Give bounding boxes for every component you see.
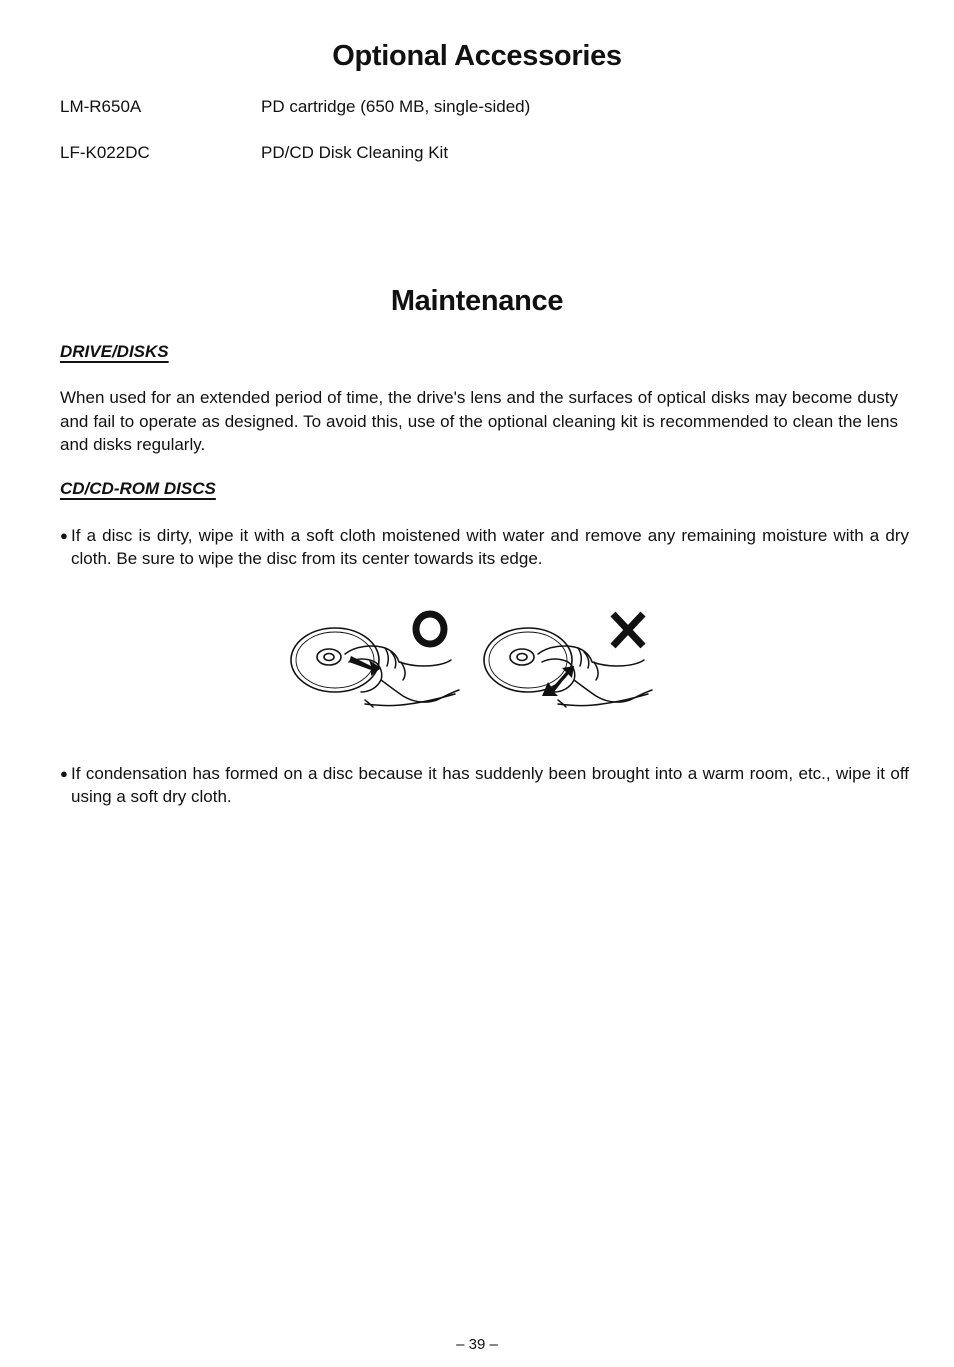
paragraph-drive-cleaning: When used for an extended period of time, the drive's lens and the surfaces of optical disks may become dusty and fail to operate as designed. To avoid this, use of the optional cleaning kit is recommended to clean the lens and disks regularly.: [60, 388, 898, 454]
wrong-wipe-figure: [484, 628, 652, 707]
section-title-accessories: Optional Accessories: [332, 40, 622, 72]
bullet-item: [60, 762, 909, 808]
hand-with-cloth-icon: [538, 646, 652, 707]
accessory-code: LF-K022DC: [60, 143, 150, 162]
bullet-dot-icon: ●: [60, 766, 68, 781]
bullet-dot-icon: ●: [60, 528, 68, 543]
disc-wiping-illustration: [285, 604, 665, 719]
page-number: – 39 –: [456, 1336, 498, 1353]
section-title-maintenance: Maintenance: [390, 285, 564, 317]
bullet-text: If a disc is dirty, wipe it with a soft cloth moistened with water and remove any remaining moisture with a dry cloth. Be sure to wipe the disc from its center towards its edge.: [71, 526, 909, 568]
subheading-cd-discs: CD/CD-ROM DISCS: [60, 479, 216, 498]
accessory-description: PD cartridge (650 MB, single-sided): [261, 97, 531, 116]
disc-icon: [291, 628, 379, 692]
cross-x-icon: [613, 614, 643, 646]
subheading-drive-disks: DRIVE/DISKS: [60, 342, 169, 361]
bullet-text: If condensation has formed on a disc because it has suddenly been brought into a warm room, etc., wipe it off using a soft dry cloth.: [71, 764, 909, 806]
accessory-description: PD/CD Disk Cleaning Kit: [261, 143, 449, 162]
accessory-code: LM-R650A: [60, 97, 142, 116]
bullet-item: [60, 524, 909, 570]
hand-with-cloth-icon: [345, 646, 459, 707]
circle-o-icon: [416, 614, 444, 644]
